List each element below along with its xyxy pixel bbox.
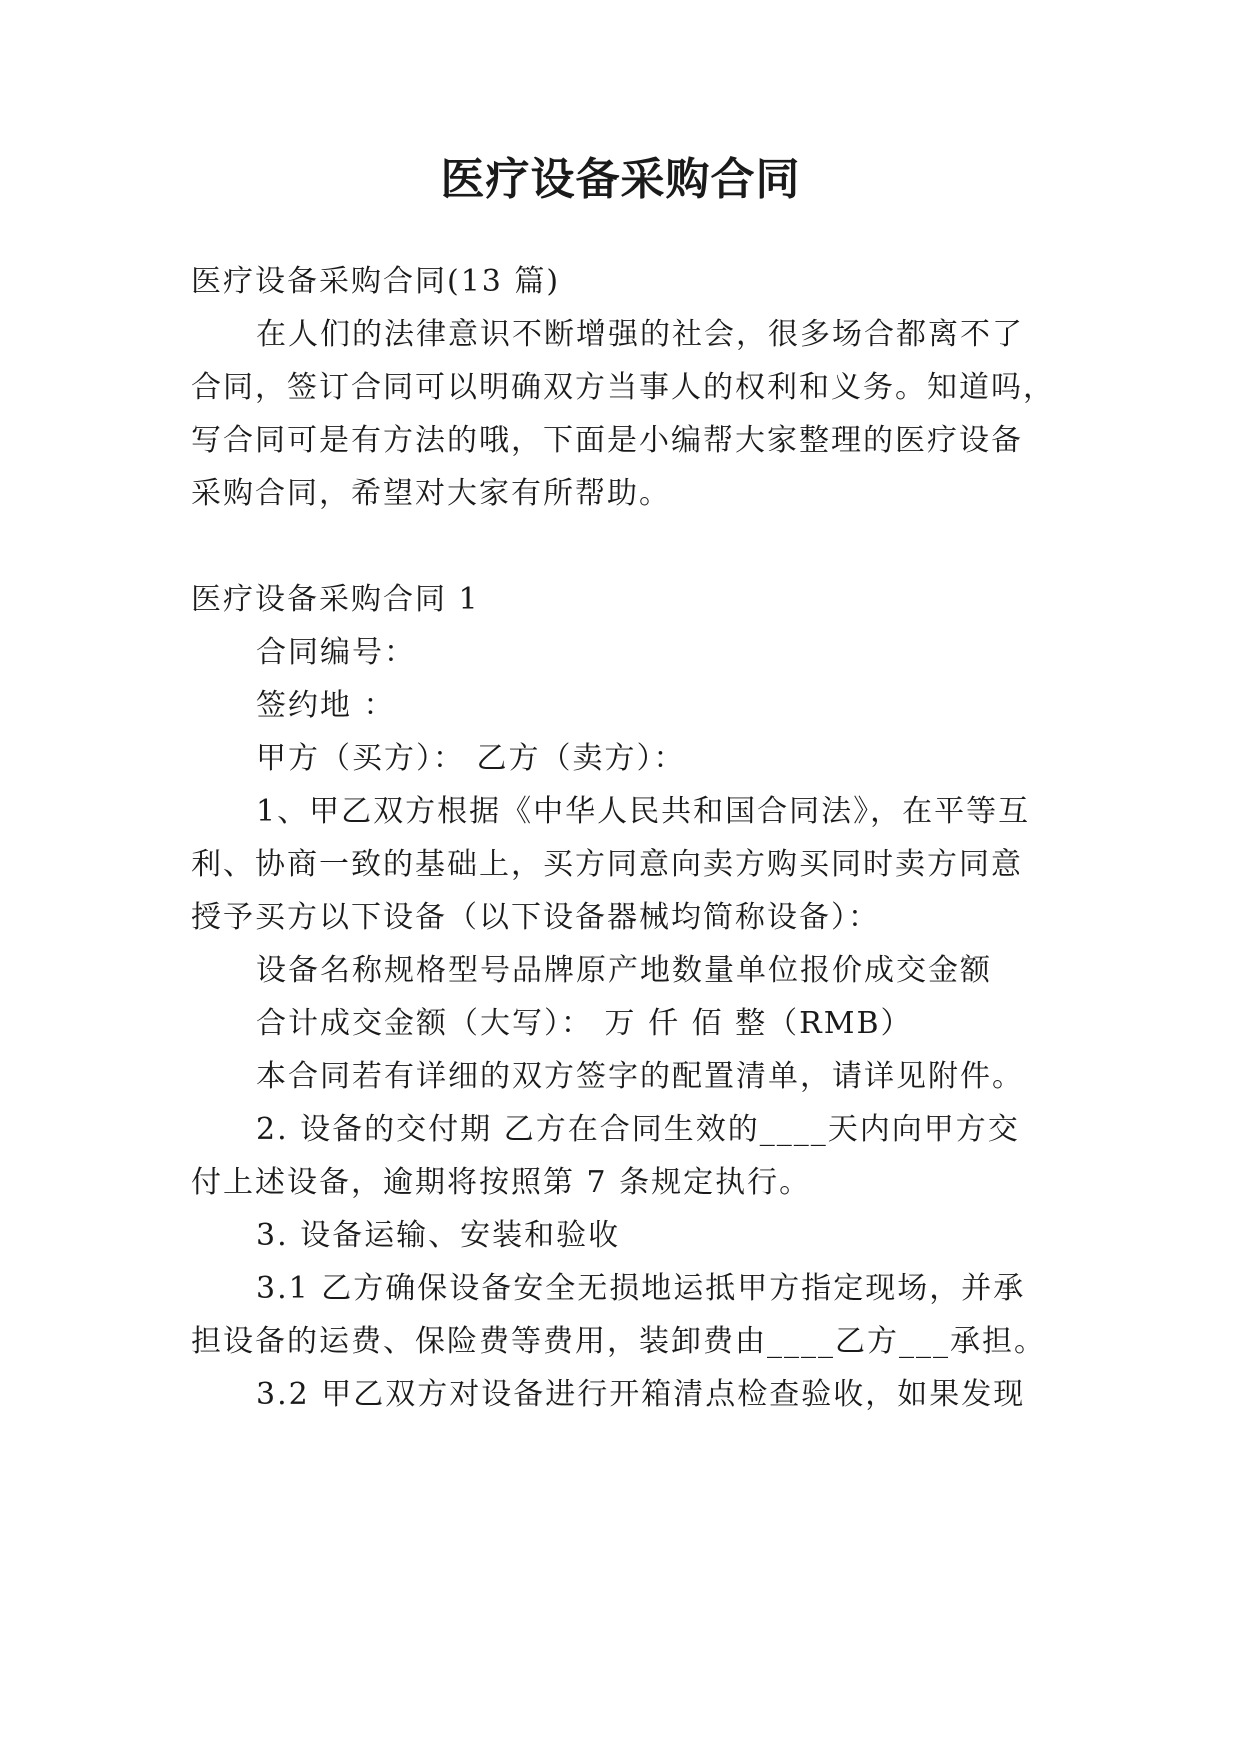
total-amount-line: 合计成交金额（大写）： 万 仟 佰 整（RMB） [256,1006,913,1041]
clause-2-line: 2. 设备的交付期 乙方在合同生效的____天内向甲方交 [256,1112,1020,1147]
clause-3-1-line: 担设备的运费、保险费等费用，装卸费由____乙方___承担。 [191,1324,1046,1359]
section-heading: 医疗设备采购合同 1 [191,582,480,617]
clause-3-heading: 3. 设备运输、安装和验收 [256,1218,621,1253]
intro-paragraph-line: 写合同可是有方法的哦，下面是小编帮大家整理的医疗设备 [191,423,1023,458]
intro-paragraph-line: 合同，签订合同可以明确双方当事人的权利和义务。知道吗， [191,370,1055,405]
signing-place-label: 签约地 ： [256,688,396,723]
clause-1-line: 1、甲乙双方根据《中华人民共和国合同法》，在平等互 [256,794,1031,829]
attachment-note-line: 本合同若有详细的双方签字的配置清单，请详见附件。 [256,1059,1024,1094]
intro-paragraph-line: 采购合同，希望对大家有所帮助。 [191,476,671,511]
clause-3-1-line: 3.1 乙方确保设备安全无损地运抵甲方指定现场，并承 [256,1271,1026,1306]
equipment-columns-line: 设备名称规格型号品牌原产地数量单位报价成交金额 [256,953,992,988]
document-title: 医疗设备采购合同 [440,154,801,205]
contract-number-label: 合同编号： [256,635,416,670]
parties-line: 甲方（买方）： 乙方（卖方）： [256,741,686,776]
clause-1-line: 利、协商一致的基础上，买方同意向卖方购买同时卖方同意 [191,847,1023,882]
clause-3-2-line: 3.2 甲乙双方对设备进行开箱清点检查验收，如果发现 [256,1377,1026,1412]
clause-2-line: 付上述设备，逾期将按照第 7 条规定执行。 [191,1165,812,1200]
intro-paragraph-line: 在人们的法律意识不断增强的社会，很多场合都离不了 [256,317,1024,352]
subtitle-line: 医疗设备采购合同(13 篇) [191,264,561,299]
clause-1-line: 授予买方以下设备（以下设备器械均简称设备）： [191,900,880,935]
